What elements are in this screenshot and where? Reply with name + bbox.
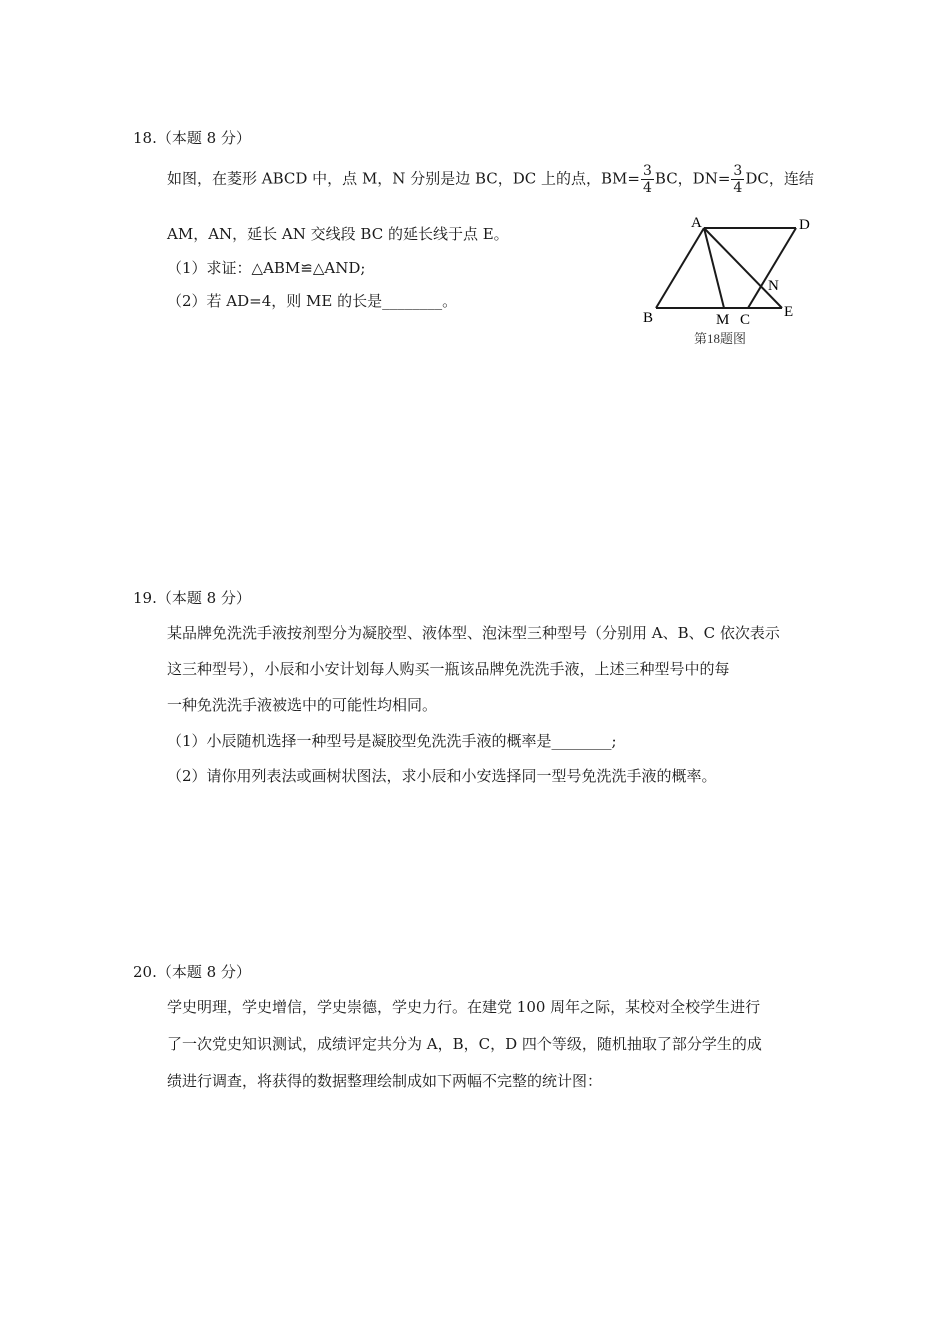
q19-header: 19.（本题 8 分） bbox=[133, 589, 251, 607]
label-n: N bbox=[768, 278, 779, 294]
edge-ab bbox=[656, 228, 704, 308]
q18-part1: （1）求证：△ABM≌△AND; bbox=[167, 259, 366, 277]
q18-text-b: BC，DN= bbox=[654, 169, 731, 188]
segment-am bbox=[704, 228, 724, 308]
label-a: A bbox=[691, 215, 702, 231]
q19-part1: （1）小辰随机选择一种型号是凝胶型免洗洗手液的概率是________; bbox=[167, 732, 617, 750]
rhombus-figure bbox=[636, 212, 826, 352]
q20-statement-line1: 学史明理，学史增信，学史崇德，学史力行。在建党 100 周年之际，某校对全校学生进行 bbox=[167, 998, 761, 1016]
edge-dc bbox=[748, 228, 796, 308]
label-e: E bbox=[784, 304, 794, 320]
label-d: D bbox=[799, 217, 810, 233]
q19-statement-line2: 这三种型号），小辰和小安计划每人购买一瓶该品牌免洗洗手液，上述三种型号中的每 bbox=[167, 660, 730, 678]
label-b: B bbox=[643, 310, 654, 326]
q18-text-c: DC，连结 bbox=[745, 169, 814, 188]
q18-text-a: 如图，在菱形 ABCD 中，点 M，N 分别是边 BC，DC 上的点，BM= bbox=[167, 169, 640, 188]
q20-statement-line3: 绩进行调查，将获得的数据整理绘制成如下两幅不完整的统计图： bbox=[167, 1072, 603, 1090]
label-c: C bbox=[740, 312, 751, 328]
q20-statement-line2: 了一次党史知识测试，成绩评定共分为 A，B，C，D 四个等级，随机抽取了部分学生的成 bbox=[167, 1035, 762, 1053]
rhombus-diagram bbox=[636, 212, 826, 352]
q18-statement-line2: AM，AN，延长 AN 交线段 BC 的延长线于点 E。 bbox=[167, 225, 509, 243]
figure-caption: 第18题图 bbox=[694, 331, 747, 346]
q18-statement-line1 bbox=[167, 163, 814, 196]
q19-part2: （2）请你用列表法或画树状图法，求小辰和小安选择同一型号免洗洗手液的概率。 bbox=[167, 767, 717, 785]
q18-header: 18.（本题 8 分） bbox=[133, 129, 251, 147]
fraction-3-4-bm: $\frac{3}{4}$ bbox=[642, 163, 652, 196]
q20-header: 20.（本题 8 分） bbox=[133, 963, 251, 981]
label-m: M bbox=[716, 312, 730, 328]
segment-ae bbox=[704, 228, 782, 308]
q18-part2: （2）若 AD=4，则 ME 的长是________。 bbox=[167, 292, 458, 310]
q19-statement-line1: 某品牌免洗洗手液按剂型分为凝胶型、液体型、泡沫型三种型号（分别用 A、B、C 依次表示 bbox=[167, 624, 780, 642]
q19-statement-line3: 一种免洗洗手液被选中的可能性均相同。 bbox=[167, 696, 438, 714]
fraction-3-4-dn: $\frac{3}{4}$ bbox=[733, 163, 743, 196]
